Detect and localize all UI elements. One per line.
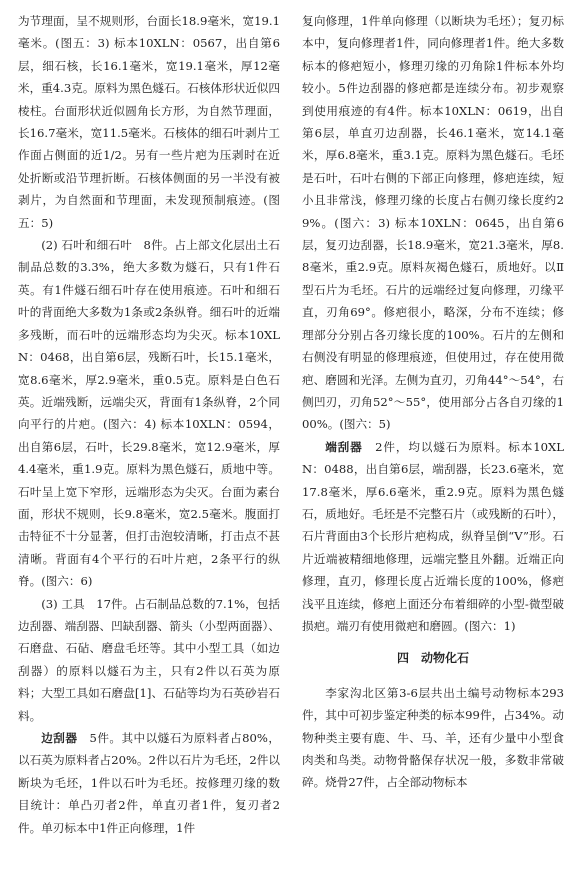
run-in-heading-side-scraper: 边刮器 <box>41 731 78 745</box>
paragraph-side-scrapers <box>18 727 280 839</box>
paragraph: 复向修理，1件单向修理（以断块为毛坯）；复刃标本中，复向修理者1件，同向修理者1件。绝大多数标本的修疤短小，修理刃缘的刃角除1件标本外均较小。5件边刮器的修疤都是连续分布。初步观察到使用痕迹的有4件。标本10XLN：0619，出自第6层，单直刃边刮器，长46.1毫米，宽14.1毫米，厚6.8毫米，重3.1克。原料为黑色燧石。毛坯是石叶，石叶右侧的下部正向修理，修疤连续，短小且非常浅，修理刃缘的长度占右侧刃缘长度约29%。(图六：3) 标本10XLN：0645，出自第6层，复刃边刮器，长18.9毫米，宽21.3毫米，厚8.8毫米，重2.9克。原料灰褐色燧石，质地好。以Ⅱ型石片为毛坯。石片的远端经过复向修理，刃缘平直，刃角69°。修疤很小，略深，分布不连续；修理部分分别占各刃缘长度的100%。石片的左侧和右侧没有明显的修理痕迹，但使用过，存在使用微疤、磨圆和光泽。左侧为直刃，刃角44°～54°，右侧凹刃，刃角52°～55°，使用部分占各自刃缘的100%。(图六：5) <box>302 14 564 432</box>
paragraph: 为节理面，呈不规则形，台面长18.9毫米，宽19.1毫米。(图五：3) 标本10XLN：0567，出自第6层，细石核，长16.1毫米，宽19.1毫米，厚12毫米，重4.3克。原料为黑色燧石。石核体形状近似四棱柱。台面形状近似圆角长方形，为自然节理面，长16.7毫米，宽11.5毫米。石核体的细石叶剥片工作面占侧面的近1/2。另有一些片疤为压剥时在近处折断或沿节理折断。石核体侧面的另一半没有被剥片，为自然面和节理面，未发现预制痕迹。(图五：5) <box>18 14 280 230</box>
document-page <box>18 10 564 872</box>
paragraph-text: 5件。其中以燧石为原料者占80%，以石英为原料者占20%。2件以石片为毛坯，2件以断块为毛坯，1件以石叶为毛坯。按修理刃缘的数目统计：单凸刃者2件，单直刃者1件，复刃者2件。单刃标本中1件正向修理，1件 <box>18 731 280 835</box>
paragraph-tools: (3) 工具 17件。占石制品总数的7.1%，包括边刮器、端刮器、凹缺刮器、箭头（小型两面器）、石磨盘、石砧、磨盘毛坯等。其中小型工具（如边刮器）的原料以燧石为主，只有2件以石英为原料；大型工具如石磨盘[1]、石砧等均为石英砂岩石料。 <box>18 596 280 723</box>
section-heading: 四 动物化石 <box>396 651 469 666</box>
paragraph-fauna: 李家沟北区第3-6层共出土编号动物标本293件，其中可初步鉴定种类的标本99件，占34%。动物种类主要有鹿、牛、马、羊，还有少量中小型食肉类和鸟类。动物骨骼保存状况一般，多数非常破碎。烧骨27件，占全部动物标本 <box>302 685 564 790</box>
paragraph-text: 2件，均以燧石为原料。标本10XLN：0488，出自第6层，端刮器，长23.6毫米，宽17.8毫米，厚6.6毫米，重2.9克。原料为黑色燧石，质地好。毛坯是不完整石片（或残断的石叶），石片背面由3个长形片疤构成，纵脊呈倒“V”形。石片近端被精细地修理，远端完整且外翻。近端正向修理，直刃，修理长度占近端长度的100%，修疤浅平且连续，修疤上面还分布着细碎的小型-微型破损疤。端刃有使用微疤和磨圆。(图六：1) <box>302 439 564 633</box>
left-column <box>18 10 280 872</box>
right-column <box>302 10 564 872</box>
paragraph-blades: (2) 石叶和细石叶 8件。占上部文化层出土石制品总数的3.3%，绝大多数为燧石，只有1件石英。有1件燧石细石叶存在使用痕迹。石叶和细石叶的背面绝大多数为1条或2条纵脊。细石叶的近端多残断，而石叶的远端形态均为尖灭。标本10XLN：0468，出自第6层，残断石叶，长15.1毫米，宽8.6毫米，厚2.9毫米，重0.5克。原料是白色石英。近端残断，远端尖灭，背面有1条纵脊，2个同向平行的片疤。(图六：4) 标本10XLN：0594，出自第6层，石叶，长29.8毫米，宽12.9毫米，厚4.4毫米，重1.9克。原料为黑色燧石，质地中等。石叶呈上宽下窄形，远端形态为尖灭。台面为素台面，形状不规则，长9.8毫米，宽2.5毫米。腹面打击特征不十分显著，但打击泡较清晰，打击点不甚清晰。背面有4个平行的石叶片疤，2条平行的纵脊。(图六：6) <box>18 238 280 589</box>
run-in-heading-end-scraper: 端刮器 <box>325 439 363 454</box>
paragraph-end-scrapers <box>302 436 564 638</box>
